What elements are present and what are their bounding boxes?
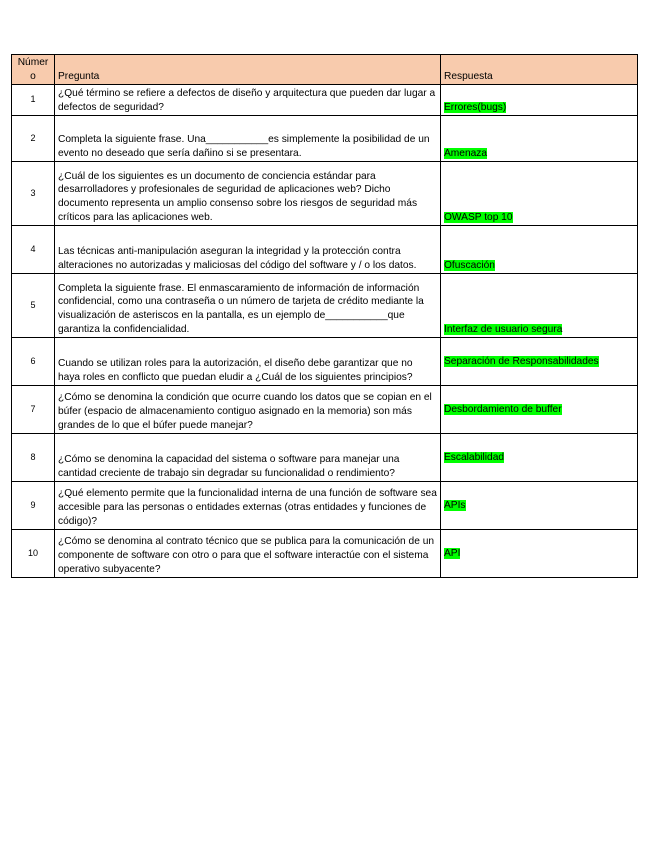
- answer-text: OWASP top 10: [444, 211, 513, 223]
- answer-text: Errores(bugs): [444, 101, 507, 113]
- row-question: ¿Cómo se denomina la capacidad del sistema o software para manejar una cantidad creciente de trabajo sin degradar su funcionalidad o rendimiento?: [55, 434, 441, 482]
- row-number: 6: [12, 338, 55, 386]
- row-answer: [441, 338, 638, 386]
- row-number: 9: [12, 482, 55, 530]
- answer-text: Escalabilidad: [444, 451, 505, 463]
- row-answer: [441, 530, 638, 578]
- row-question: Completa la siguiente frase. El enmascaramiento de información de información confidencial, como una contraseña o un número de tarjeta de crédito mediante la visualización de asteriscos en la pantalla, es un ejemplo de___________que garantiza la confidencialidad.: [55, 274, 441, 338]
- row-number: 3: [12, 162, 55, 226]
- quiz-table: [11, 54, 638, 578]
- answer-text: Interfaz de usuario segura: [444, 323, 563, 335]
- answer-text: Separación de Responsabilidades: [444, 355, 599, 367]
- row-answer: [441, 482, 638, 530]
- answer-text: Ofuscación: [444, 259, 495, 271]
- row-question: ¿Cómo se denomina al contrato técnico que se publica para la comunicación de un componente de software con otro o para que el software interactúe con el sistema operativo subyacente?: [55, 530, 441, 578]
- table-row: [12, 226, 638, 274]
- row-number: 4: [12, 226, 55, 274]
- table-row: [12, 116, 638, 162]
- row-question: ¿Qué término se refiere a defectos de diseño y arquitectura que pueden dar lugar a defectos de seguridad?: [55, 85, 441, 116]
- answer-text: Desbordamiento de buffer: [444, 403, 562, 415]
- answer-text: Amenaza: [444, 147, 488, 159]
- row-answer: [441, 274, 638, 338]
- row-number: 8: [12, 434, 55, 482]
- row-question: Las técnicas anti-manipulación aseguran la integridad y la protección contra alteraciones no autorizadas y maliciosas del código del software y / o los datos.: [55, 226, 441, 274]
- answer-text: APIs: [444, 499, 466, 511]
- header-row: [12, 55, 638, 85]
- row-answer: [441, 226, 638, 274]
- row-question: ¿Cuál de los siguientes es un documento de conciencia estándar para desarrolladores y profesionales de seguridad de aplicaciones web? Dicho documento representa un amplio consenso sobre los riesgos de seguridad más críticos para las aplicaciones web.: [55, 162, 441, 226]
- answer-text: API: [444, 547, 461, 559]
- table-row: [12, 434, 638, 482]
- header-answer-label: Respuesta: [444, 70, 493, 82]
- row-answer: [441, 434, 638, 482]
- row-question: Completa la siguiente frase. Una___________es simplemente la posibilidad de un evento no deseado que sería dañino si se presentara.: [55, 116, 441, 162]
- table-row: [12, 162, 638, 226]
- table-row: [12, 274, 638, 338]
- row-number: 5: [12, 274, 55, 338]
- row-number: 10: [12, 530, 55, 578]
- header-question-label: Pregunta: [58, 70, 100, 82]
- quiz-sheet: [11, 54, 637, 578]
- row-answer: [441, 162, 638, 226]
- table-row: [12, 85, 638, 116]
- row-number: 2: [12, 116, 55, 162]
- row-answer: [441, 116, 638, 162]
- row-number: 1: [12, 85, 55, 116]
- header-number: [12, 55, 55, 85]
- table-row: [12, 530, 638, 578]
- header-answer: [441, 55, 638, 85]
- header-number-label: Númer o: [17, 57, 49, 82]
- row-number: 7: [12, 386, 55, 434]
- table-row: [12, 482, 638, 530]
- table-row: [12, 338, 638, 386]
- row-answer: [441, 386, 638, 434]
- row-question: Cuando se utilizan roles para la autorización, el diseño debe garantizar que no haya roles en conflicto que puedan eludir a ¿Cuál de los siguientes principios?: [55, 338, 441, 386]
- header-question: [55, 55, 441, 85]
- table-row: [12, 386, 638, 434]
- row-question: ¿Qué elemento permite que la funcionalidad interna de una función de software sea accesible para las personas o entidades externas (otras entidades y funciones de código)?: [55, 482, 441, 530]
- row-answer: [441, 85, 638, 116]
- row-question: ¿Cómo se denomina la condición que ocurre cuando los datos que se copian en el búfer (espacio de almacenamiento contiguo asignado en la memoria) son más grandes de lo que el búfer puede manejar?: [55, 386, 441, 434]
